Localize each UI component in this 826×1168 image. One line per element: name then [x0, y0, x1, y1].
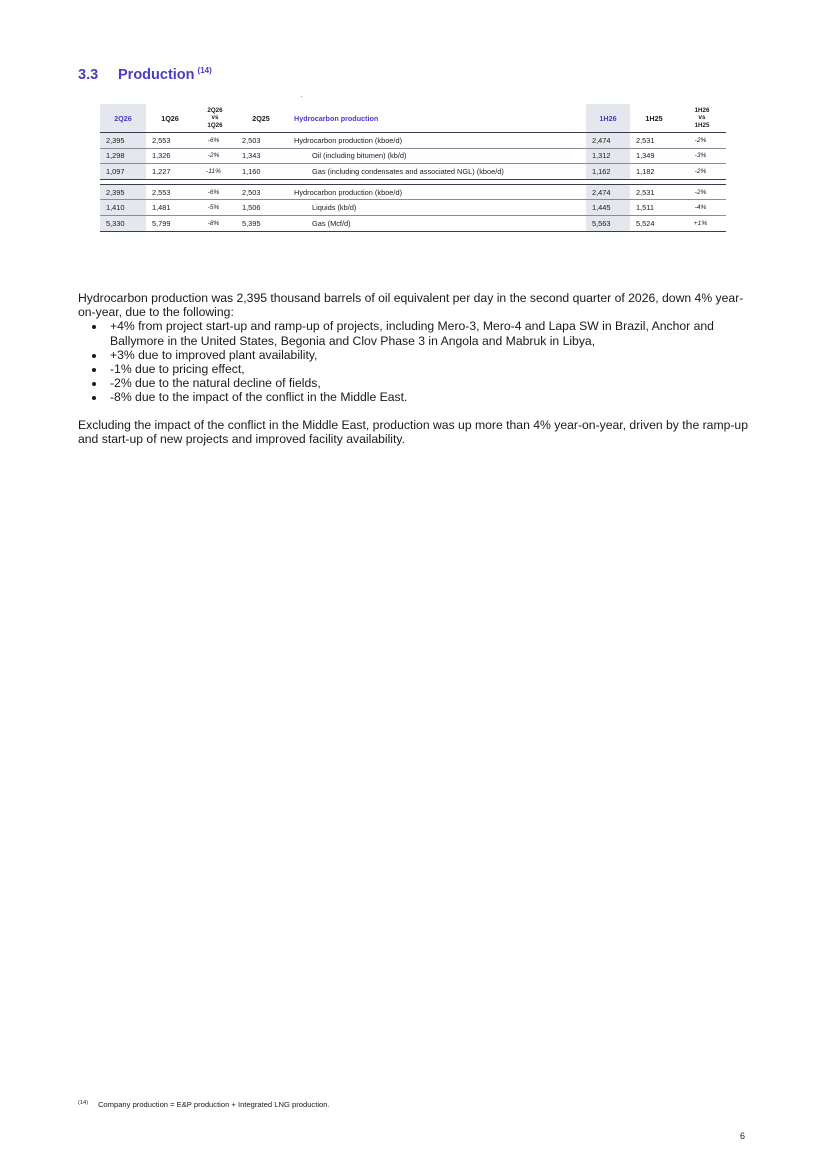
cell-q-current: 2,395 — [100, 184, 146, 200]
stray-dot — [301, 96, 302, 97]
table-header-row — [100, 104, 726, 133]
cell-h-current: 2,474 — [586, 133, 630, 149]
cell-q-previous: 1,481 — [146, 200, 194, 216]
cell-q-current: 1,410 — [100, 200, 146, 216]
header-q-change: 2Q26 vs 1Q26 — [194, 104, 236, 133]
table-row — [100, 184, 726, 200]
footnote-ref: (14) — [78, 1100, 88, 1106]
table-row — [100, 148, 726, 164]
cell-h-previous: 1,511 — [630, 200, 678, 216]
production-table — [100, 104, 726, 232]
list-item: • -2% due to the natural decline of fields, — [106, 376, 750, 390]
cell-q-previous: 2,553 — [146, 184, 194, 200]
header-1q26: 1Q26 — [146, 104, 194, 133]
header-1h25: 1H25 — [630, 104, 678, 133]
cell-q-change: -6% — [194, 184, 236, 200]
cell-q-change: -8% — [194, 215, 236, 231]
section-number: 3.3 — [78, 67, 99, 83]
page-number: 6 — [740, 1131, 746, 1141]
body-text — [78, 291, 750, 446]
cell-label: Oil (including bitumen) (kb/d) — [286, 148, 586, 164]
header-1h26: 1H26 — [586, 104, 630, 133]
table-row — [100, 215, 726, 231]
cell-q-current: 1,097 — [100, 164, 146, 180]
cell-q-year-ago: 2,503 — [236, 184, 286, 200]
cell-q-previous: 2,553 — [146, 133, 194, 149]
cell-q-year-ago: 1,343 — [236, 148, 286, 164]
cell-label: Hydrocarbon production (kboe/d) — [286, 133, 586, 149]
list-item: • -1% due to pricing effect, — [106, 362, 750, 376]
cell-h-previous: 2,531 — [630, 133, 678, 149]
header-2q25: 2Q25 — [236, 104, 286, 133]
cell-q-year-ago: 1,160 — [236, 164, 286, 180]
section-note-ref: (14) — [197, 66, 212, 75]
cell-label: Liquids (kb/d) — [286, 200, 586, 216]
cell-h-current: 5,563 — [586, 215, 630, 231]
cell-q-previous: 1,326 — [146, 148, 194, 164]
cell-q-change: -11% — [194, 164, 236, 180]
cell-h-current: 1,162 — [586, 164, 630, 180]
header-label: Hydrocarbon production — [286, 104, 586, 133]
header-2q26: 2Q26 — [100, 104, 146, 133]
intro-paragraph: Hydrocarbon production was 2,395 thousand barrels of oil equivalent per day in the second quarter of 2026, down 4% year-on-year, due to the following: — [78, 291, 744, 320]
cell-q-previous: 1,227 — [146, 164, 194, 180]
cell-h-change: -2% — [678, 133, 726, 149]
cell-h-change: -4% — [678, 200, 726, 216]
cell-h-change: +1% — [678, 215, 726, 231]
table-row — [100, 200, 726, 216]
cell-q-year-ago: 2,503 — [236, 133, 286, 149]
footnote — [78, 1100, 330, 1109]
cell-q-change: -5% — [194, 200, 236, 216]
cell-h-change: -2% — [678, 184, 726, 200]
cell-q-year-ago: 1,506 — [236, 200, 286, 216]
cell-label: Gas (Mcf/d) — [286, 215, 586, 231]
cell-q-year-ago: 5,395 — [236, 215, 286, 231]
cell-label: Hydrocarbon production (kboe/d) — [286, 184, 586, 200]
cell-h-previous: 1,349 — [630, 148, 678, 164]
header-h-change: 1H26 vs 1H25 — [678, 104, 726, 133]
cell-h-current: 1,445 — [586, 200, 630, 216]
cell-q-change: -2% — [194, 148, 236, 164]
cell-q-current: 5,330 — [100, 215, 146, 231]
section-title-text: Production — [118, 67, 195, 83]
cell-h-previous: 2,531 — [630, 184, 678, 200]
cell-q-previous: 5,799 — [146, 215, 194, 231]
cell-q-current: 1,298 — [100, 148, 146, 164]
cell-q-change: -6% — [194, 133, 236, 149]
bullet-list — [78, 319, 750, 404]
cell-q-current: 2,395 — [100, 133, 146, 149]
cell-h-change: -3% — [678, 148, 726, 164]
list-item: • -8% due to the impact of the conflict in the Middle East. — [106, 390, 750, 404]
table-row — [100, 133, 726, 149]
cell-h-previous: 5,524 — [630, 215, 678, 231]
table-row — [100, 164, 726, 180]
list-item: • +4% from project start-up and ramp-up of projects, including Mero-3, Mero-4 and Lapa SW in Brazil, Anchor and Ballymore in the United States, Begonia and Clov Phase 3 in Angola and Mabruk in Libya, — [106, 319, 750, 347]
section-title — [78, 66, 212, 83]
cell-h-current: 2,474 — [586, 184, 630, 200]
footnote-text: Company production = E&P production + Integrated LNG production. — [97, 1100, 330, 1109]
list-item: • +3% due to improved plant availability, — [106, 348, 750, 362]
cell-label: Gas (including condensates and associated NGL) (kboe/d) — [286, 164, 586, 180]
cell-h-change: -2% — [678, 164, 726, 180]
second-paragraph: Excluding the impact of the conflict in the Middle East, production was up more than 4% year-on-year, driven by the ramp-up and start-up of new projects and improved facility availability. — [78, 417, 748, 446]
cell-h-current: 1,312 — [586, 148, 630, 164]
cell-h-previous: 1,182 — [630, 164, 678, 180]
